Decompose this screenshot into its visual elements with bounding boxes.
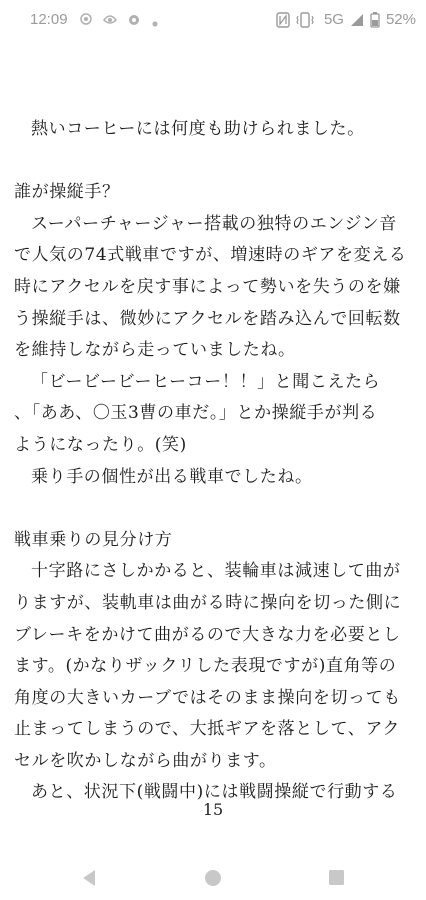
text-line: 熱いコーヒーには何度も助けられました。 xyxy=(31,119,365,139)
text-line: 「ビービービーヒーコー！！」と聞こえたら xyxy=(31,371,381,392)
status-right xyxy=(276,11,416,28)
paragraph-gap xyxy=(14,146,414,178)
text-line: を維持しながら走っていましたね。 xyxy=(14,340,296,361)
status-time: 12:09 xyxy=(30,11,68,28)
text-line: セルを吹かしながら曲がります。 xyxy=(14,750,277,771)
navigation-bar xyxy=(0,860,426,900)
brightness-icon xyxy=(78,10,94,32)
home-icon[interactable] xyxy=(204,868,222,892)
text-line: 十字路にさしかかると、装輪車は減速して曲が xyxy=(31,561,401,582)
app-notification-icon-2 xyxy=(126,10,142,32)
text-line: 、「ああ、〇玉3曹の車だ。」とか操縦手が判る xyxy=(14,403,378,424)
battery-percent: 52% xyxy=(385,11,416,28)
text-line: ます。(かなりザックリした表現ですが)直角等の xyxy=(14,656,397,677)
app-notification-icon xyxy=(102,10,118,32)
back-icon[interactable] xyxy=(80,868,98,892)
text-line: 止まってしまうので、大抵ギアを落として、アク xyxy=(14,719,401,740)
text-line: 角度の大きいカーブではそのまま操向を切っても xyxy=(14,687,401,708)
section-heading: 戦車乗りの見分け方 xyxy=(14,529,173,550)
text-line: で人気の74式戦車ですが、増速時のギアを変える xyxy=(14,245,407,266)
battery-icon xyxy=(370,12,380,28)
reader-page[interactable] xyxy=(14,114,414,809)
dot-icon xyxy=(152,14,158,31)
page-number: 15 xyxy=(202,800,224,819)
text-line: りますが、装軌車は曲がる時に操向を切った側に xyxy=(14,592,402,613)
section-heading: 誰が操縦手？ xyxy=(14,182,120,203)
paragraph-gap xyxy=(14,493,414,525)
text-line: スーパーチャージャー搭載の独特のエンジン音 xyxy=(31,213,397,234)
text-line: う操縦手は、微妙にアクセルを踏み込んで回転数 xyxy=(14,308,401,329)
text-line: 時にアクセルを戻す事によって勢いを失うのを嫌 xyxy=(14,276,401,297)
text-line: 乗り手の個性が出る戦車でしたね。 xyxy=(31,466,313,487)
network-label: 5G xyxy=(323,11,344,28)
nfc-icon xyxy=(276,12,290,28)
text-line: ようになったり。(笑) xyxy=(14,434,187,455)
signal-icon xyxy=(350,13,364,27)
recents-icon[interactable] xyxy=(328,869,346,891)
text-line: あと、状況下(戦闘中)には戦闘操縦で行動する xyxy=(31,782,398,803)
vibrate-icon xyxy=(296,12,314,28)
text-line: ブレーキをかけて曲がるので大きな力を必要とし xyxy=(14,624,401,645)
status-bar xyxy=(0,0,426,40)
